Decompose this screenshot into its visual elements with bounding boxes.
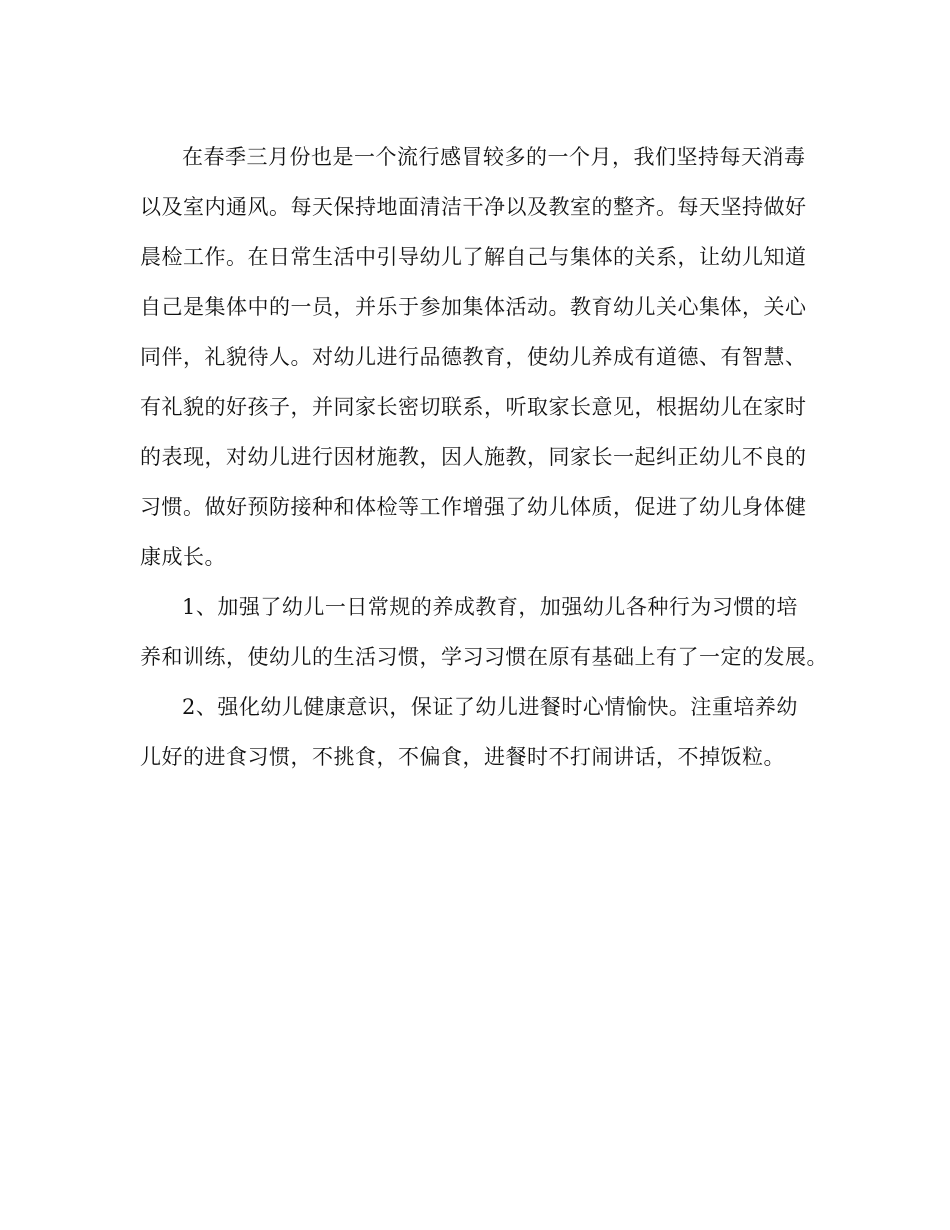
text-line: 自己是集体中的一员，并乐于参加集体活动。教育幼儿关心集体，关心 [140, 295, 807, 319]
text-line: 有礼貌的好孩子，并同家长密切联系，听取家长意见，根据幼儿在家时 [140, 395, 807, 419]
text-line: 同伴，礼貌待人。对幼儿进行品德教育，使幼儿养成有道德、有智慧、 [140, 345, 807, 369]
text-line: 儿好的进食习惯，不挑食，不偏食，进餐时不打闹讲话，不掉饭粒。 [140, 745, 785, 769]
text-line: 晨检工作。在日常生活中引导幼儿了解自己与集体的关系，让幼儿知道 [140, 245, 807, 269]
text-line: 2、强化幼儿健康意识，保证了幼儿进餐时心情愉快。注重培养幼 [182, 695, 798, 719]
text-line: 1、加强了幼儿一日常规的养成教育，加强幼儿各种行为习惯的培 [182, 595, 798, 619]
text-line: 养和训练，使幼儿的生活习惯，学习习惯在原有基础上有了一定的发展。 [140, 645, 828, 669]
text-line: 的表现，对幼儿进行因材施教，因人施教，同家长一起纠正幼儿不良的 [140, 445, 807, 469]
text-line: 以及室内通风。每天保持地面清洁干净以及教室的整齐。每天坚持做好 [140, 195, 807, 219]
text-line: 习惯。做好预防接种和体检等工作增强了幼儿体质，促进了幼儿身体健 [140, 495, 807, 519]
text-line: 在春季三月份也是一个流行感冒较多的一个月，我们坚持每天消毒 [182, 145, 806, 169]
text-line: 康成长。 [140, 545, 226, 569]
